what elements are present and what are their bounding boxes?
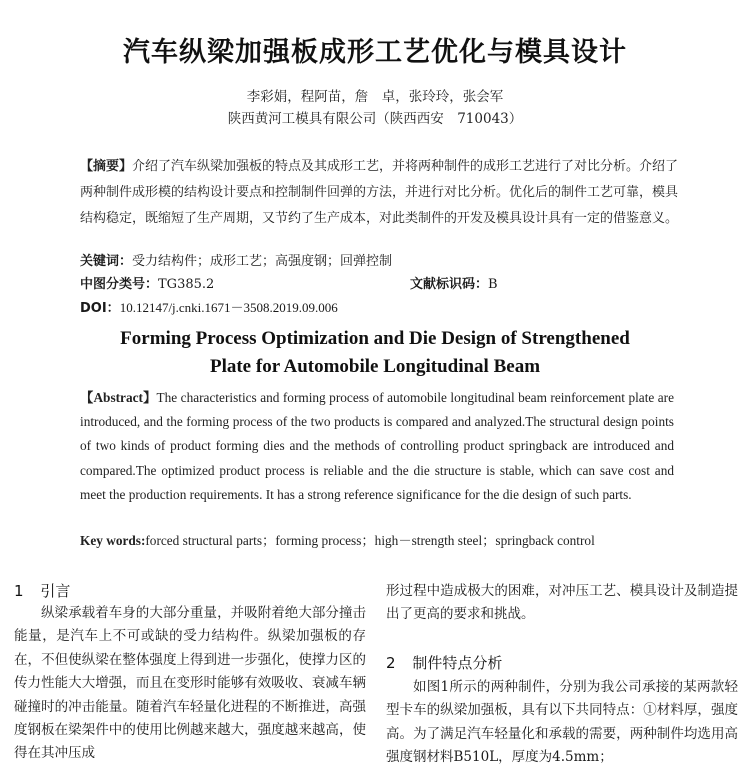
keywords-en-label: Key words:	[80, 533, 146, 548]
classification-row	[80, 275, 680, 295]
abstract-cn-label: 【摘要】	[80, 159, 133, 174]
abstract-en-label: 【Abstract】	[80, 390, 157, 405]
doi-label: DOI：	[80, 301, 120, 316]
right-column-continuation: 形过程中造成极大的困难，对冲压工艺、模具设计及制造提出了更高的要求和挑战。	[386, 583, 738, 623]
abstract-cn-text: 介绍了汽车纵梁加强板的特点及其成形工艺，并将两种制件的成形工艺进行了对比分析。介绍了两种制件成形模的结构设计要点和控制制件回弹的方法，并进行对比分析。优化后的制件工艺可靠，模具结构稳定，既缩短了生产周期，又节约了生产成本，对此类制件的开发及模具设计具有一定的借鉴意义。	[80, 159, 679, 226]
doi-value: 10.12147/j.cnki.1671－3508.2019.09.006	[119, 300, 338, 315]
title-en-line2: Plate for Automobile Longitudinal Beam	[209, 356, 541, 377]
doi-row	[80, 298, 680, 319]
clc-code: TG385.2	[158, 277, 215, 292]
keywords-cn-label: 关键词：	[80, 254, 133, 269]
title-en-line1: Forming Process Optimization and Die Design of Strengthened	[120, 328, 630, 349]
section-2-heading	[386, 652, 502, 673]
abstract-en-text: The characteristics and forming process of automobile longitudinal beam reinforcement plate are introduced, and the forming process of the two products is compared and analyzed.The structural design points of two kinds of product forming dies and the methods of controlling product springback are introduced and compared.The optimized product process is reliable and the die structure is stable, which can save cost and meet the production requirements. It has a strong reference significance for the die design of such parts.	[80, 390, 674, 502]
keywords-en-text: forced structural parts；forming process；high－strength steel；springback control	[145, 533, 595, 548]
section-2-number: 2	[386, 654, 396, 672]
section-1-title: 引言	[40, 582, 71, 600]
author-list: 李彩娟，程阿苗，詹 卓，张玲玲，张会军	[246, 89, 504, 105]
affiliation: 陕西黄河工模具有限公司（陕西西安 710043）	[227, 111, 523, 127]
doc-code-group	[410, 275, 498, 295]
section-1-heading	[14, 580, 70, 601]
section-1-body: 纵梁承载着车身的大部分重量，并吸附着绝大部分撞击能量，是汽车上不可或缺的受力结构件。纵梁加强板的存在，不但使纵梁在整体强度上得到进一步强化，使撑力区的传力性能大大增强，而且在变形时能够有效吸收、衰减车辆碰撞时的冲击能量。随着汽车轻量化进程的不断推进，高强度钢板在梁架件中的使用比例越来越大，强度越来越高，使得在其冲压成	[14, 605, 366, 762]
paper-title-cn: 汽车纵梁加强板成形工艺优化与模具设计	[123, 37, 627, 68]
section-2-title: 制件特点分析	[412, 654, 503, 672]
author-block	[0, 86, 750, 130]
keywords-en-row	[80, 530, 680, 549]
keywords-cn-row	[80, 252, 680, 272]
abstract-en	[80, 386, 674, 507]
section-2-body: 如图1所示的两种制件，分别为我公司承接的某两款轻型卡车的纵梁加强板，具有以下共同特点：①材料厚，强度高。为了满足汽车轻量化和承载的需要，两种制件均选用高强度钢材料B510L，厚度为4.5mm；	[386, 679, 738, 766]
paper-title-en	[0, 325, 750, 381]
keywords-cn-text: 受力结构件；成形工艺；高强度钢；回弹控制	[132, 254, 393, 269]
doc-code-label: 文献标识码：	[410, 277, 489, 292]
clc-label: 中图分类号：	[80, 277, 159, 292]
doc-code: B	[488, 277, 498, 292]
section-1-number: 1	[14, 582, 24, 600]
abstract-cn	[80, 154, 680, 232]
